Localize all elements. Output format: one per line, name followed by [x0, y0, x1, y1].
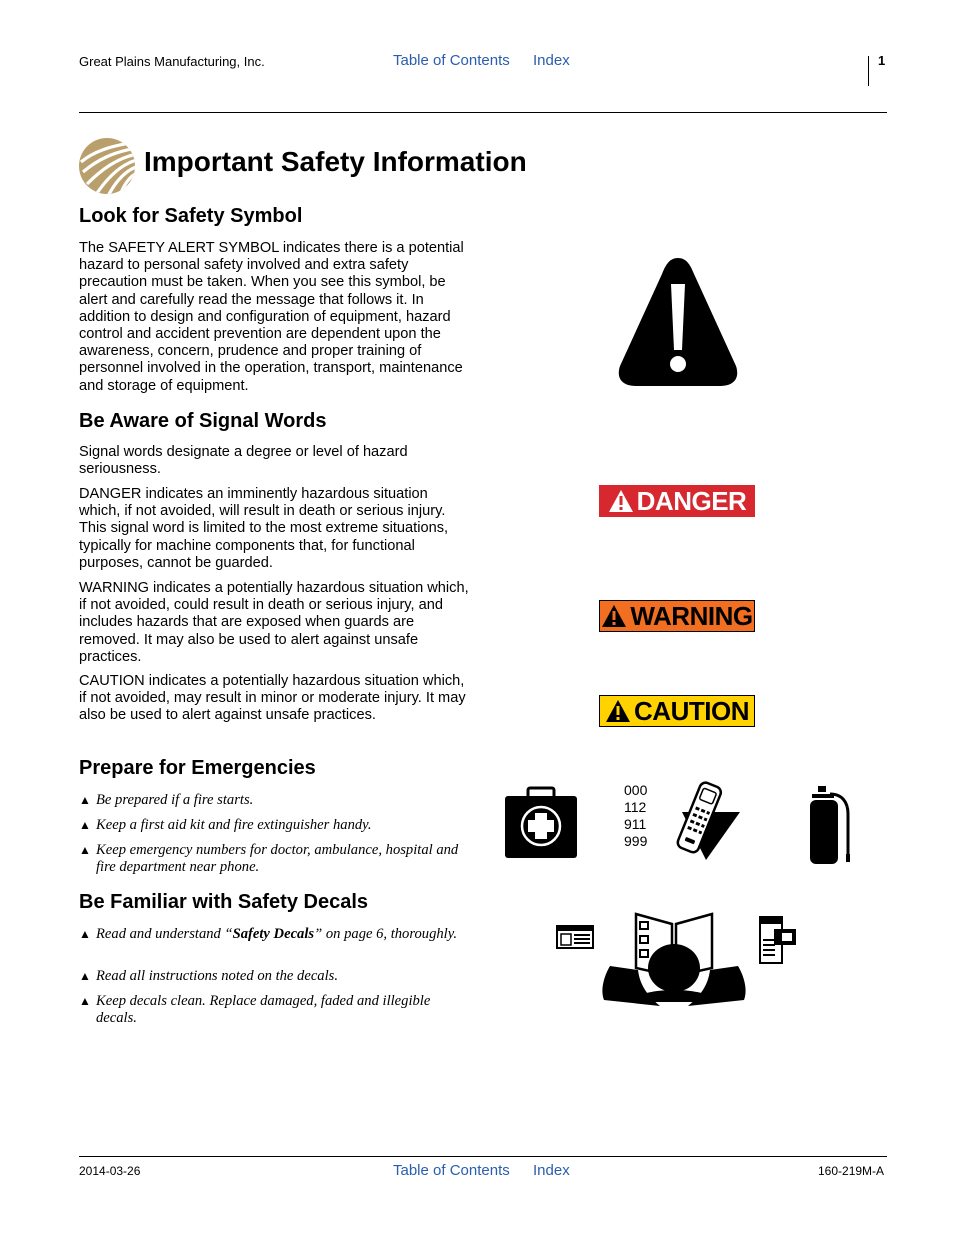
- emergency-bullet: ▲ Keep emergency numbers for doctor, ambulance, hospital and fire department near phone.: [79, 842, 459, 875]
- reading-manual-icon: [600, 906, 748, 1008]
- bullet-triangle-icon: ▲: [79, 793, 91, 807]
- look-body: The SAFETY ALERT SYMBOL indicates there is a potential hazard to personal safety involved and extra safety precaution must be taken. When you see this symbol, be alert and carefully read the message that follows it. In addition to design and configuration of equipment, hazard control and accident prevention are dependent upon the awareness, concern, prudence and proper training of personnel involved in the operation, transport, maintenance and storage of equipment.: [79, 240, 464, 394]
- caution-label-text: CAUTION: [634, 695, 749, 726]
- warning-label: [599, 600, 755, 632]
- footer-rule: [79, 1156, 887, 1157]
- decals-bullet: ▲ Keep decals clean. Replace damaged, faded and illegible decals.: [79, 993, 431, 1026]
- page-title: Important Safety Information: [144, 146, 527, 177]
- emergency-numbers: [624, 782, 647, 850]
- footer-index-link[interactable]: Index: [533, 1162, 570, 1179]
- bullet-triangle-icon: ▲: [79, 994, 91, 1008]
- emergency-bullet: ▲ Be prepared if a fire starts.: [79, 792, 254, 808]
- decal-icon: [556, 925, 594, 949]
- emergency-number: 000: [624, 782, 648, 798]
- signal-intro: Signal words designate a degree or level of hazard seriousness.: [79, 444, 408, 478]
- danger-alert-icon: [608, 489, 634, 513]
- emergency-number: 999: [624, 833, 648, 849]
- safety-alert-icon: [616, 254, 740, 388]
- first-aid-kit-icon: [504, 786, 578, 860]
- company-name: Great Plains Manufacturing, Inc.: [79, 54, 265, 69]
- bullet-triangle-icon: ▲: [79, 818, 91, 832]
- header-rule: [79, 112, 887, 113]
- emergency-number: 112: [624, 799, 647, 815]
- decal-icon: [758, 915, 798, 965]
- warning-description: WARNING indicates a potentially hazardous situation which, if not avoided, could result in death or serious injury, and includes hazards that are exposed when guards are removed. It may also be used to alert against unsafe practices.: [79, 580, 469, 665]
- signal-heading: Be Aware of Signal Words: [79, 410, 327, 432]
- look-heading: Look for Safety Symbol: [79, 205, 303, 227]
- bullet-triangle-icon: ▲: [79, 927, 91, 941]
- bullet-triangle-icon: ▲: [79, 843, 91, 857]
- danger-label-text: DANGER: [636, 485, 747, 516]
- warning-label-text: WARNING: [630, 600, 753, 631]
- decals-bullet: ▲ Read all instructions noted on the decals.: [79, 968, 338, 984]
- danger-label: [599, 485, 755, 517]
- header-index-link[interactable]: Index: [533, 52, 570, 69]
- safety-decals-ref: Safety Decals: [232, 926, 315, 942]
- great-plains-logo-icon: [79, 138, 135, 194]
- caution-alert-icon: [605, 699, 631, 723]
- emergency-number: 911: [624, 816, 647, 832]
- fire-extinguisher-icon: [806, 786, 852, 866]
- caution-label: [599, 695, 755, 727]
- bullet-triangle-icon: ▲: [79, 969, 91, 983]
- header-divider: [868, 56, 869, 86]
- emergencies-heading: Prepare for Emergencies: [79, 757, 316, 779]
- warning-alert-icon: [601, 604, 627, 628]
- footer-date: 2014-03-26: [79, 1164, 141, 1178]
- phone-icon: [668, 778, 742, 862]
- footer-toc-link[interactable]: Table of Contents: [393, 1162, 510, 1179]
- footer-doc-number: 160-219M-A: [818, 1164, 885, 1178]
- decals-bullet: ▲ Read and understand “Safety Decals” on page 6, thoroughly.: [79, 926, 458, 942]
- page-number: 1: [878, 53, 886, 68]
- emergency-bullet: ▲ Keep a first aid kit and fire extinguisher handy.: [79, 817, 372, 833]
- caution-description: CAUTION indicates a potentially hazardous situation which, if not avoided, may result in minor or moderate injury. It may also be used to alert against unsafe practices.: [79, 673, 466, 724]
- danger-description: DANGER indicates an imminently hazardous situation which, if not avoided, will result in death or serious injury. This signal word is limited to the most extreme situations, typically for machine components that, for functional purposes, cannot be guarded.: [79, 486, 449, 571]
- decals-heading: Be Familiar with Safety Decals: [79, 891, 369, 913]
- header-toc-link[interactable]: Table of Contents: [393, 52, 510, 69]
